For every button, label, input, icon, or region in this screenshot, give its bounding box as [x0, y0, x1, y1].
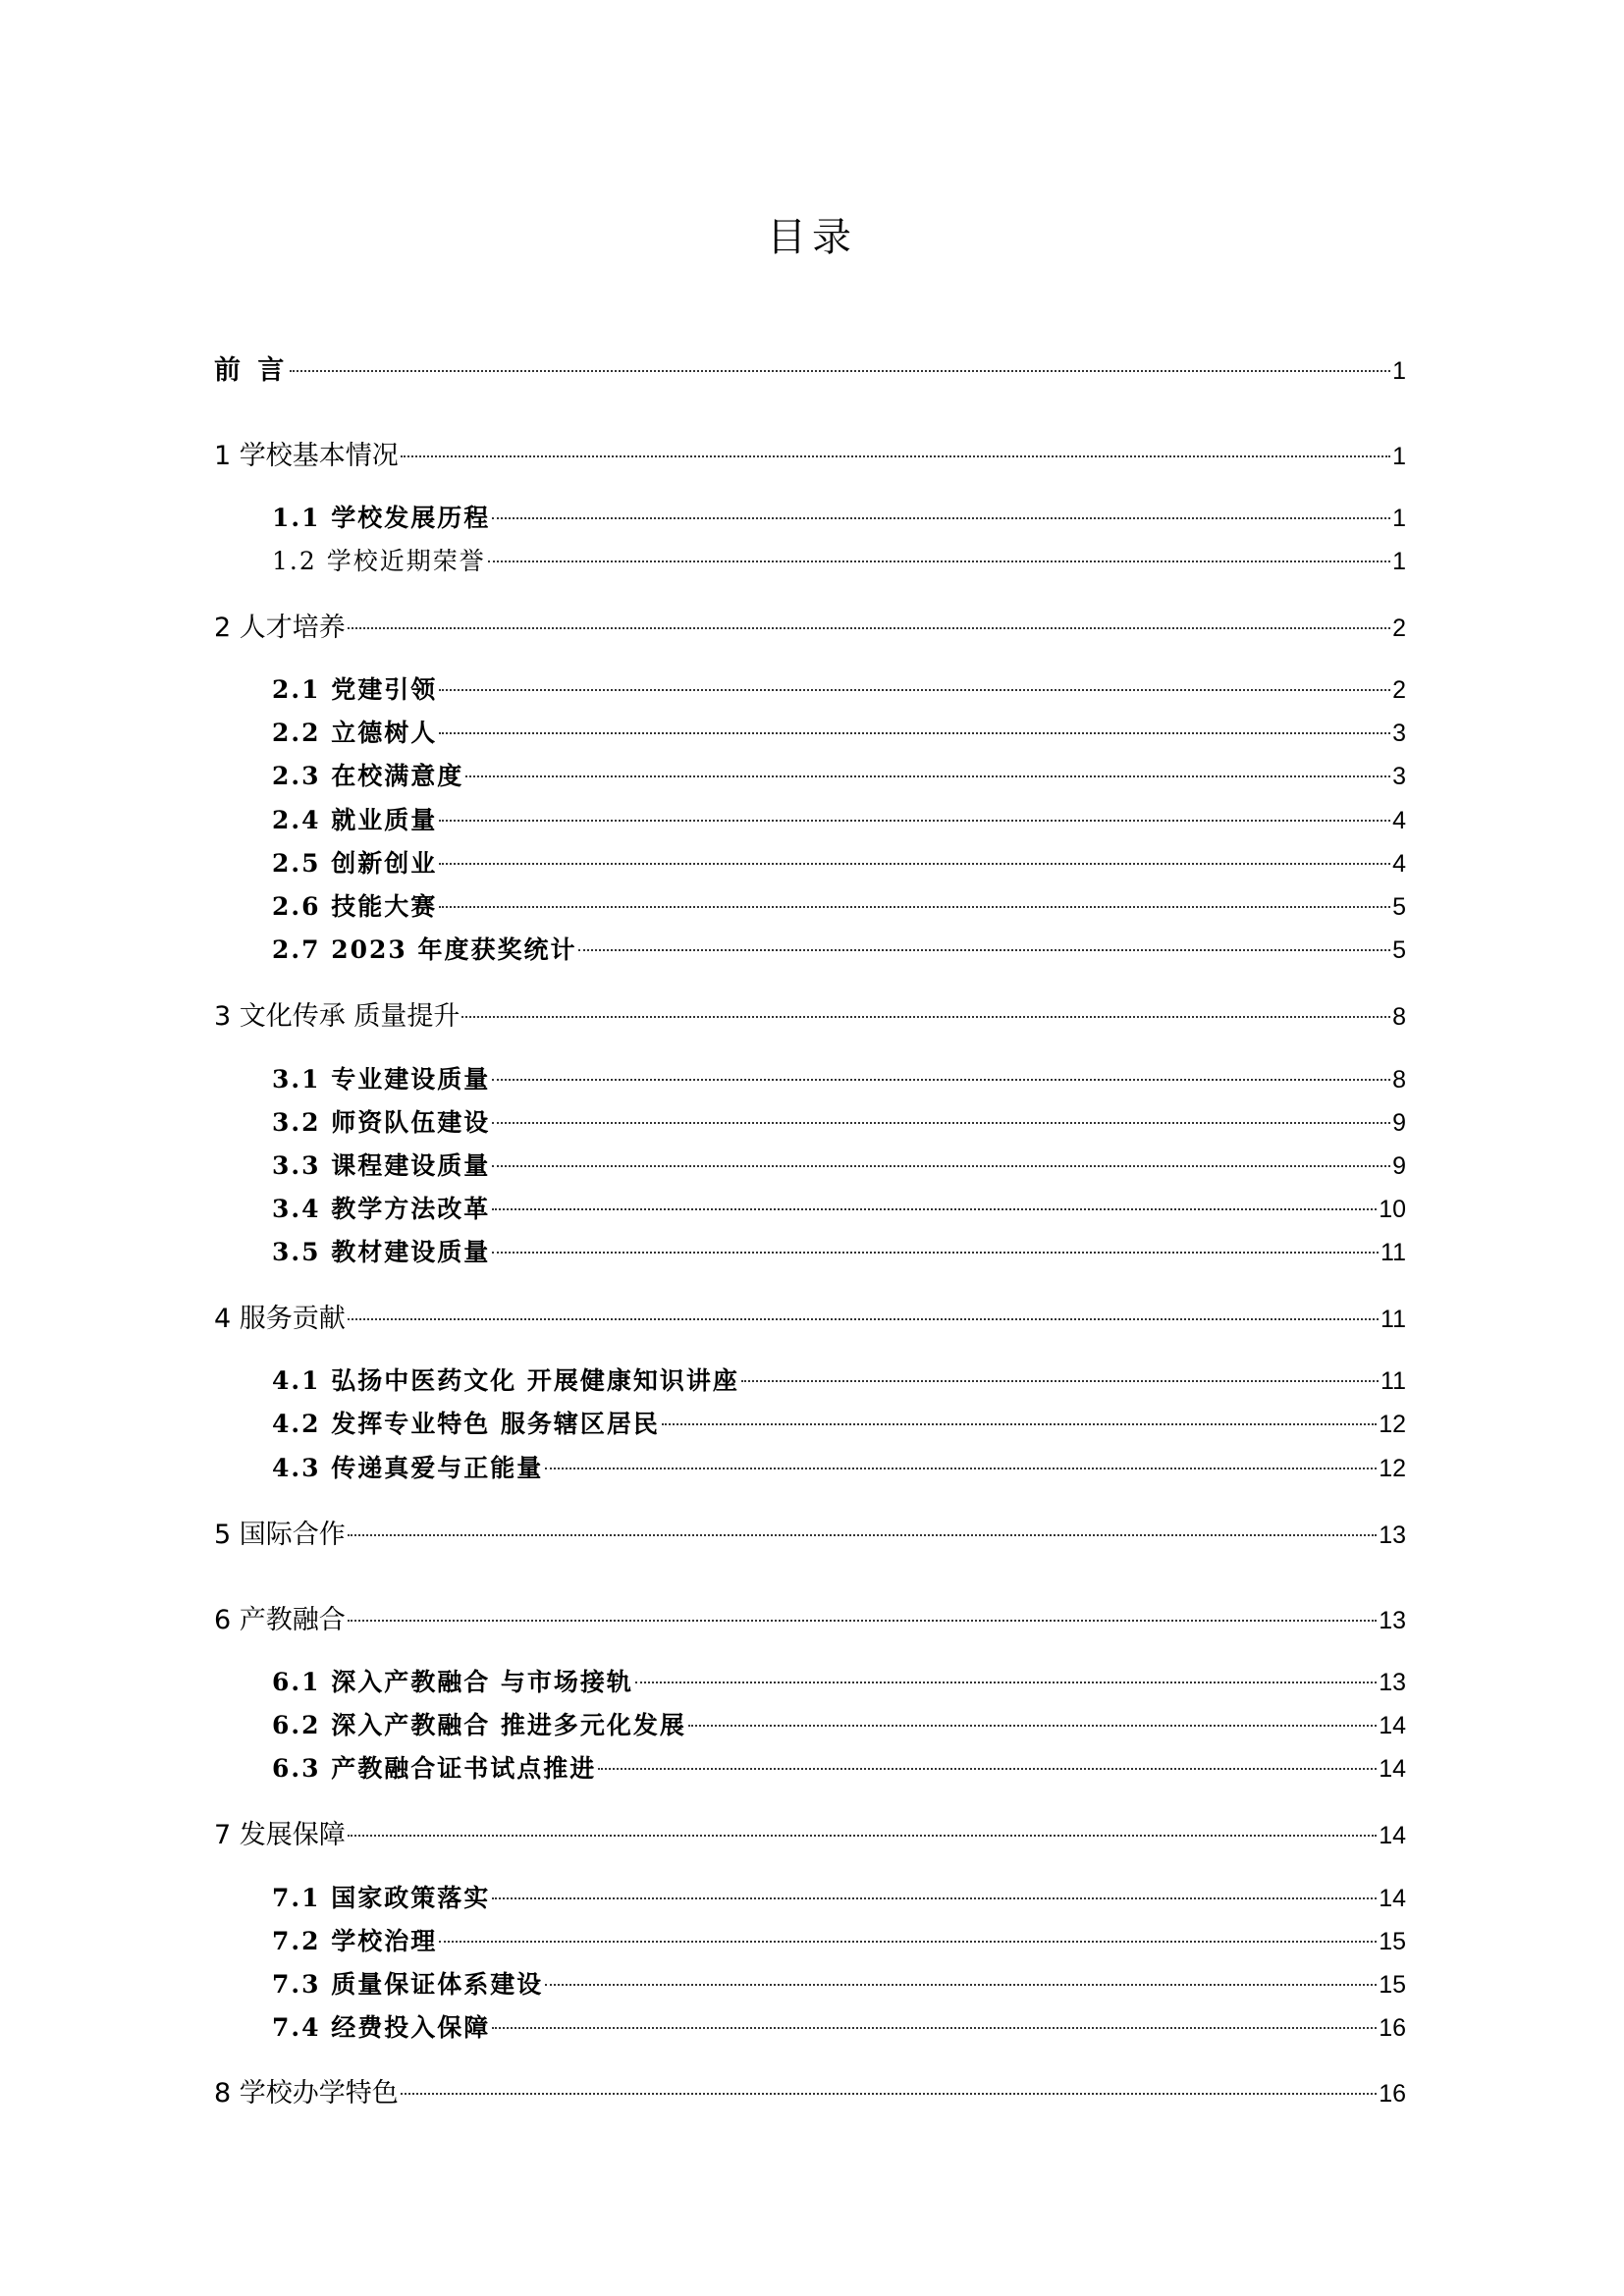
toc-entry[interactable] [214, 351, 1406, 391]
toc-entry[interactable] [272, 844, 1406, 883]
dot-leader [545, 1984, 1377, 1986]
toc-entry[interactable] [272, 887, 1406, 927]
toc-entry[interactable] [214, 997, 1406, 1037]
toc-entry-title: 6.3 产教融合证书试点推进 [272, 1754, 597, 1783]
dot-leader [401, 455, 1390, 457]
dot-leader [635, 1682, 1377, 1683]
toc-entry[interactable] [272, 1965, 1406, 2004]
toc-entry[interactable] [272, 542, 1406, 581]
toc-entry-title: 8 学校办学特色 [214, 2078, 399, 2109]
toc-page-number: 3 [1392, 763, 1406, 790]
dot-leader [439, 820, 1390, 822]
toc-entry-title: 3.4 教学方法改革 [272, 1195, 491, 1223]
toc-entry-title: 2.3 在校满意度 [272, 762, 464, 790]
toc-entry-title: 7.4 经费投入保障 [272, 2013, 491, 2042]
dot-leader [439, 732, 1390, 734]
toc-page-number: 14 [1379, 1712, 1406, 1739]
toc-page-number: 2 [1392, 614, 1406, 642]
toc-entry[interactable] [272, 1190, 1406, 1229]
toc-entry-title: 2.1 党建引领 [272, 675, 438, 704]
dot-leader [290, 370, 1390, 372]
toc-entry-title: 6.1 深入产教融合 与市场接轨 [272, 1668, 633, 1696]
toc-page-number: 4 [1392, 850, 1406, 878]
toc-entry[interactable] [272, 1879, 1406, 1918]
dot-leader [492, 1897, 1377, 1899]
toc-entry-title: 3.2 师资队伍建设 [272, 1108, 491, 1137]
toc-entry[interactable] [272, 2008, 1406, 2048]
toc-entry[interactable] [272, 931, 1406, 970]
dot-leader [461, 1016, 1390, 1018]
dot-leader [439, 863, 1390, 865]
dot-leader [492, 1165, 1390, 1167]
toc-entry[interactable] [272, 757, 1406, 796]
toc-page-number: 16 [1379, 2014, 1406, 2042]
dot-leader [348, 1534, 1377, 1536]
dot-leader [492, 1208, 1377, 1210]
toc-page-number: 1 [1392, 548, 1406, 575]
dot-leader [492, 2027, 1377, 2029]
toc-page-number: 1 [1392, 357, 1406, 385]
toc-page-number: 1 [1392, 443, 1406, 470]
dot-leader [492, 1252, 1379, 1254]
dot-leader [545, 1468, 1377, 1469]
toc-page-number: 15 [1379, 1928, 1406, 1955]
toc-entry[interactable] [214, 1300, 1406, 1339]
toc-page-number: 11 [1380, 1306, 1406, 1333]
toc-entry[interactable] [272, 1103, 1406, 1143]
toc-page-number: 9 [1392, 1109, 1406, 1137]
toc-page-number: 1 [1392, 505, 1406, 532]
toc-page-number: 15 [1379, 1971, 1406, 1999]
dot-leader [741, 1380, 1379, 1382]
toc-entry-title: 1.1 学校发展历程 [272, 504, 491, 532]
page-title: 目录 [767, 215, 857, 260]
toc-entry-title: 7.1 国家政策落实 [272, 1884, 491, 1912]
toc-entry-title: 2 人才培养 [214, 613, 346, 643]
toc-entry-title: 7 发展保障 [214, 1820, 346, 1850]
toc-entry-title: 3.5 教材建设质量 [272, 1238, 491, 1266]
toc-entry-title: 4 服务贡献 [214, 1304, 346, 1334]
toc-entry[interactable] [272, 1663, 1406, 1702]
toc-entry-title: 4.1 弘扬中医药文化 开展健康知识讲座 [272, 1366, 739, 1395]
toc-entry[interactable] [272, 1060, 1406, 1099]
toc-entry-title: 1 学校基本情况 [214, 441, 399, 471]
toc-page-number: 13 [1379, 1607, 1406, 1634]
toc-page-number: 8 [1392, 1066, 1406, 1094]
toc-entry[interactable] [272, 1147, 1406, 1186]
toc-entry-title: 2.2 立德树人 [272, 719, 438, 747]
toc-entry[interactable] [272, 714, 1406, 753]
toc-page-number: 10 [1379, 1196, 1406, 1223]
toc-entry[interactable] [214, 2074, 1406, 2113]
toc-entry-title: 2.6 技能大赛 [272, 892, 438, 921]
dot-leader [439, 906, 1390, 908]
toc-entry[interactable] [272, 1449, 1406, 1488]
toc-page-number: 11 [1380, 1367, 1406, 1395]
toc-entry-title: 2.7 2023 年度获奖统计 [272, 935, 577, 964]
toc-entry-title: 7.3 质量保证体系建设 [272, 1970, 544, 1999]
toc-page-number: 14 [1379, 1755, 1406, 1783]
toc-entry-title: 3 文化传承 质量提升 [214, 1001, 460, 1032]
toc-entry[interactable] [272, 1233, 1406, 1272]
toc-page-number: 5 [1392, 893, 1406, 921]
dot-leader [348, 1620, 1377, 1622]
toc-page-number: 12 [1379, 1455, 1406, 1482]
toc-page-number: 14 [1379, 1822, 1406, 1849]
dot-leader [465, 775, 1390, 777]
dot-leader [492, 1079, 1390, 1081]
toc-entry[interactable] [214, 609, 1406, 648]
toc-page-number: 12 [1379, 1411, 1406, 1438]
dot-leader [401, 2093, 1377, 2095]
toc-entry-title: 7.2 学校治理 [272, 1927, 438, 1955]
toc-entry-title: 2.5 创新创业 [272, 849, 438, 878]
toc-entry[interactable] [214, 437, 1406, 476]
toc-entry[interactable] [214, 1601, 1406, 1640]
toc-entry-title: 3.3 课程建设质量 [272, 1151, 491, 1180]
toc-page-number: 11 [1380, 1239, 1406, 1266]
dot-leader [578, 949, 1390, 951]
toc-page-number: 4 [1392, 807, 1406, 834]
dot-leader [598, 1768, 1377, 1770]
dot-leader [688, 1725, 1377, 1727]
toc-entry-title: 3.1 专业建设质量 [272, 1065, 491, 1094]
toc-page-number: 8 [1392, 1003, 1406, 1031]
toc-entry[interactable] [272, 670, 1406, 710]
dot-leader [348, 1835, 1377, 1837]
toc-entry-title: 1.2 学校近期荣誉 [272, 547, 486, 575]
toc-page-number: 5 [1392, 936, 1406, 964]
toc-entry[interactable] [272, 1405, 1406, 1444]
toc-entry-title: 4.2 发挥专业特色 服务辖区居民 [272, 1410, 660, 1438]
toc-entry[interactable] [214, 1516, 1406, 1555]
toc-page-number: 13 [1379, 1669, 1406, 1696]
toc-entry[interactable] [272, 1749, 1406, 1789]
toc-page-number: 2 [1392, 676, 1406, 704]
toc-entry-title: 2.4 就业质量 [272, 806, 438, 834]
toc-entry[interactable] [272, 1362, 1406, 1401]
toc-entry-title: 前 言 [214, 355, 289, 386]
toc-page-number: 16 [1379, 2080, 1406, 2108]
toc-page-number: 13 [1379, 1522, 1406, 1549]
toc-entry-title: 5 国际合作 [214, 1520, 346, 1550]
dot-leader [662, 1423, 1377, 1425]
dot-leader [439, 1941, 1377, 1943]
toc-entry-title: 4.3 传递真爱与正能量 [272, 1454, 544, 1482]
toc-entry[interactable] [272, 1706, 1406, 1745]
dot-leader [439, 689, 1390, 691]
toc-entry[interactable] [272, 499, 1406, 538]
dot-leader [492, 1122, 1390, 1124]
dot-leader [348, 1318, 1379, 1320]
toc-page-number: 3 [1392, 720, 1406, 747]
dot-leader [348, 627, 1390, 629]
toc-page-number: 14 [1379, 1885, 1406, 1912]
toc-entry[interactable] [272, 1922, 1406, 1961]
toc-page-number: 9 [1392, 1152, 1406, 1180]
dot-leader [488, 561, 1390, 562]
toc-entry[interactable] [214, 1816, 1406, 1855]
dot-leader [492, 517, 1390, 519]
toc-entry-title: 6.2 深入产教融合 推进多元化发展 [272, 1711, 686, 1739]
toc-entry[interactable] [272, 801, 1406, 840]
toc-entry-title: 6 产教融合 [214, 1605, 346, 1635]
